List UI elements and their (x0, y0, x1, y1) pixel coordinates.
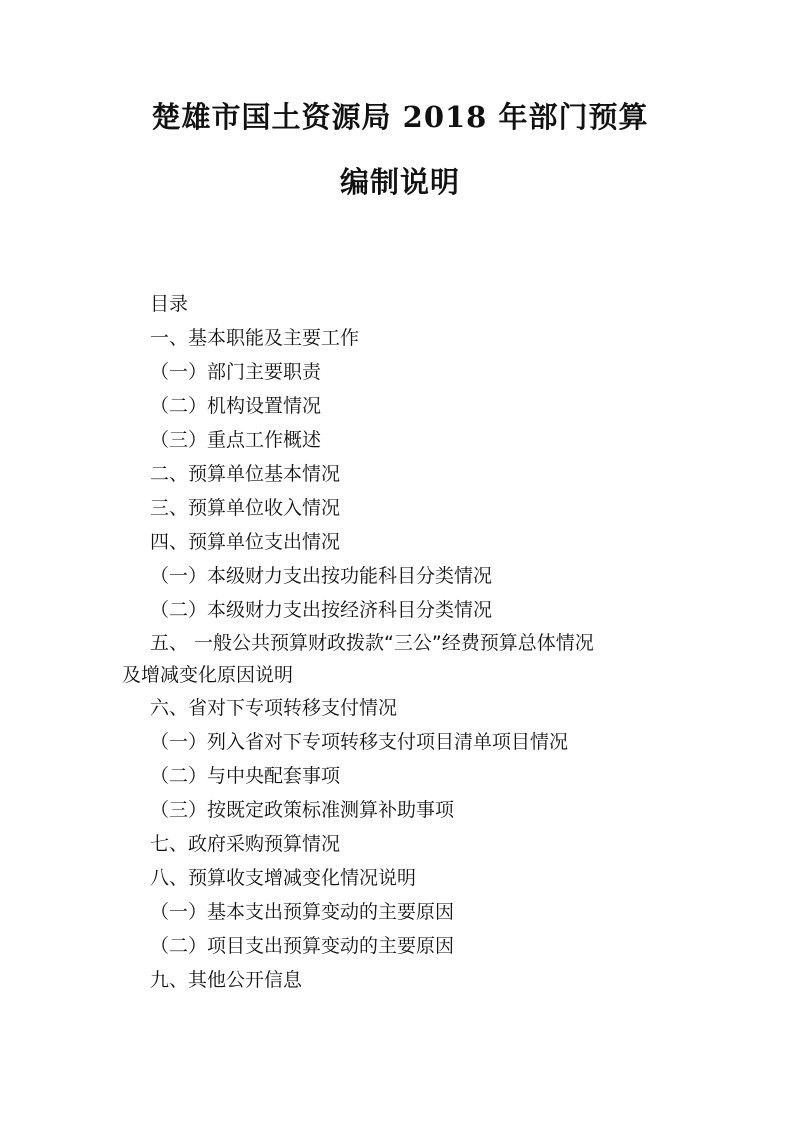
toc-item: （二）项目支出预算变动的主要原因 (150, 935, 455, 957)
toc-item: （一）本级财力支出按功能科目分类情况 (150, 565, 493, 587)
toc-item: 三、预算单位收入情况 (150, 497, 341, 519)
toc-item: （一）列入省对下专项转移支付项目清单项目情况 (150, 731, 569, 753)
toc-item: （二）机构设置情况 (150, 395, 322, 417)
toc-item: （一）基本支出预算变动的主要原因 (150, 901, 455, 923)
toc-item: （二）与中央配套事项 (150, 765, 341, 787)
toc-item: 七、政府采购预算情况 (150, 833, 341, 855)
toc-item: （三）重点工作概述 (150, 429, 322, 451)
toc-item-line2: 及增减变化原因说明 (122, 664, 294, 686)
toc-item: 六、省对下专项转移支付情况 (150, 697, 398, 719)
toc-item: 八、预算收支增减变化情况说明 (150, 867, 417, 889)
toc-item: 一、基本职能及主要工作 (150, 327, 360, 349)
toc-item: （三）按既定政策标准测算补助事项 (150, 799, 455, 821)
toc-item: 九、其他公开信息 (150, 969, 303, 991)
table-of-contents (0, 287, 800, 997)
toc-item: （一）部门主要职责 (150, 361, 322, 383)
toc-heading: 目录 (150, 293, 189, 315)
toc-item: 二、预算单位基本情况 (150, 463, 341, 485)
toc-item: （二）本级财力支出按经济科目分类情况 (150, 599, 493, 621)
document-subtitle: 编制说明 (339, 165, 460, 199)
toc-item: 四、预算单位支出情况 (150, 531, 341, 553)
toc-item-line1: 五、 一般公共预算财政拨款“三公”经费预算总体情况 (150, 632, 594, 654)
document-title: 楚雄市国土资源局 2018 年部门预算 (151, 100, 649, 134)
toc-item-wrapped (0, 627, 800, 691)
